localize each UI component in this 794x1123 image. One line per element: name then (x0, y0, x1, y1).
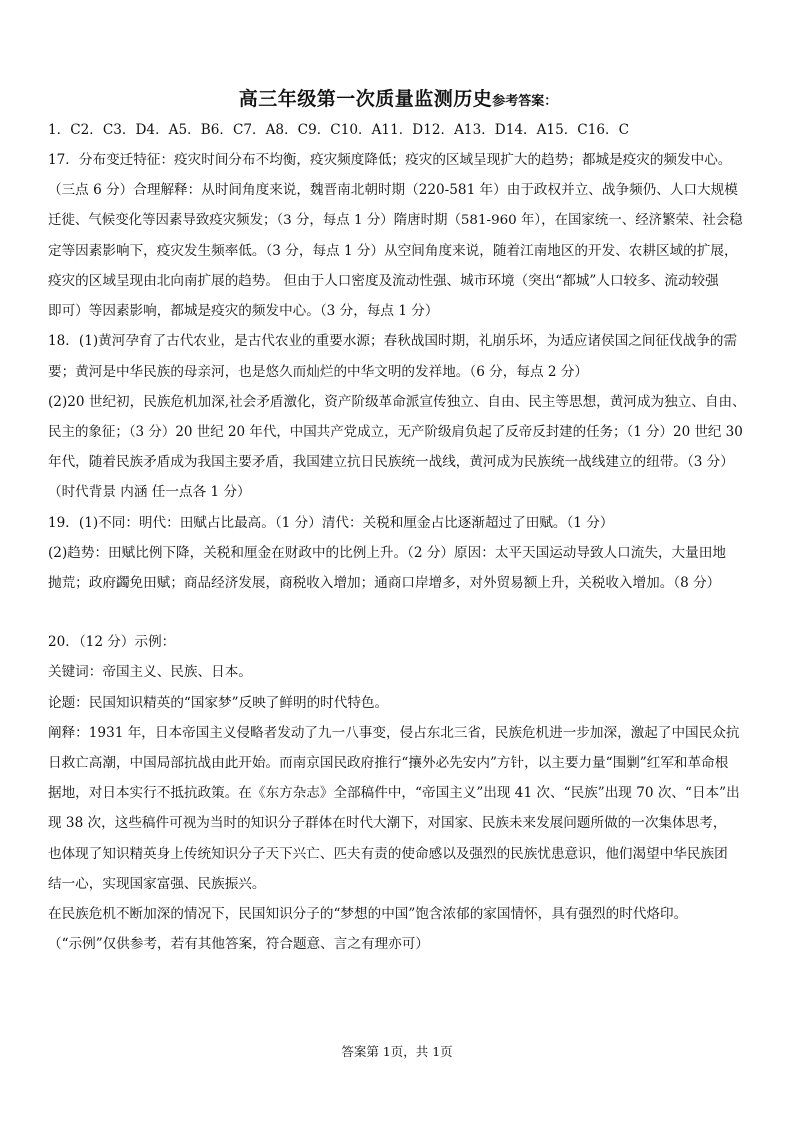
text-line: (2)趋势：田赋比例下降，关税和厘金在财政中的比例上升。（2 分）原因：太平天国运动导致人口流失，大量田地 (48, 544, 726, 561)
answer-document (48, 84, 748, 959)
spacer (48, 598, 748, 627)
document-title (48, 84, 748, 111)
text-line: 疫灾的区域呈现由北向南扩展的趋势。 但由于人口密度及流动性强、城市环境（突出“都城”人口较多、流动较强 (48, 273, 719, 290)
answer-block-1 (48, 115, 748, 598)
text-line: （时代背景 内涵 任一点各 1 分） (48, 484, 251, 501)
text-line: 18．(1)黄河孕育了古代农业，是古代农业的重要水源；春秋战国时期，礼崩乐坏，为适应诸侯国之间征伐战争的需 (48, 333, 738, 350)
text-line: 抛荒；政府蠲免田赋；商品经济发展，商税收入增加；通商口岸增多，对外贸易额上升，关税收入增加。（8 分） (48, 575, 721, 592)
text-line: 阐释：1931 年，日本帝国主义侵略者发动了九一八事变，侵占东北三省，民族危机进一步加深，激起了中国民众抗 (48, 724, 740, 741)
answer-block-2 (48, 627, 748, 959)
text-line: 20．（12 分）示例： (48, 634, 176, 651)
text-line: （“示例”仅供参考，若有其他答案，符合题意、言之有理亦可） (48, 936, 429, 953)
title-main: 高三年级第一次质量监测历史 (238, 88, 493, 110)
text-line: 结一心，实现国家富强、民族振兴。 (48, 875, 266, 892)
text-line: 迁徙、气候变化等因素导致疫灾频发；（3 分，每点 1 分）隋唐时期（581-960 年），在国家统一、经济繁荣、社会稳 (48, 212, 743, 228)
text-line: 民主的象征；（3 分）20 世纪 20 年代，中国共产党成立，无产阶级肩负起了反帝反封建的任务；（1 分）20 世纪 30 (48, 424, 743, 441)
title-sub: 参考答案： (492, 94, 558, 109)
text-line: 定等因素影响下，疫灾发生频率低。（3 分，每点 1 分）从空间角度来说，随着江南地区的开发、农耕区域的扩展， (48, 242, 738, 259)
text-line: 在民族危机不断加深的情况下，民国知识分子的“梦想的中国”饱含浓郁的家国情怀，具有强烈的时代烙印。 (48, 906, 688, 923)
text-line: （三点 6 分）合理解释：从时间角度来说，魏晋南北朝时期（220-581 年）由于政权并立、战争频仍、人口大规模 (48, 182, 738, 199)
text-line: 据地，对日本实行不抵抗政策。在《东方杂志》全部稿件中，“帝国主义”出现 41 次、“民族”出现 70 次、“日本”出 (48, 785, 740, 802)
text-line: 即可）等因素影响，都城是疫灾的频发中心。（3 分，每点 1 分） (48, 303, 439, 320)
page-footer: 答案第 1页，共 1页 (341, 1044, 453, 1059)
text-line: 论题：民国知识精英的“国家梦”反映了鲜明的时代特色。 (48, 694, 389, 711)
text-line: 年代，随着民族矛盾成为我国主要矛盾，我国建立抗日民族统一战线，黄河成为民族统一战线建立的纽带。（3 分） (48, 454, 734, 471)
text-line: 1．C2．C3．D4．A5．B6．C7．A8．C9．C10．A11．D12．A13．D14．A15．C16．C (48, 122, 629, 138)
text-line: 17．分布变迁特征：疫灾时间分布不均衡，疫灾频度降低；疫灾的区域呈现扩大的趋势；都城是疫灾的频发中心。 (48, 152, 732, 169)
text-line: 19．(1)不同：明代：田赋占比最高。（1 分）清代：关税和厘金占比逐渐超过了田赋。（1 分） (48, 514, 614, 531)
text-line: 要；黄河是中华民族的母亲河，也是悠久而灿烂的中华文明的发祥地。（6 分，每点 2 分） (48, 363, 589, 380)
text-line: 也体现了知识精英身上传统知识分子天下兴亡、匹夫有责的使命感以及强烈的民族忧患意识，他们渴望中华民族团 (48, 845, 728, 862)
text-line: 现 38 次，这些稿件可视为当时的知识分子群体在时代大潮下，对国家、民族未来发展问题所做的一次集体思考， (48, 815, 727, 832)
text-line: (2)20 世纪初，民族危机加深,社会矛盾激化，资产阶级革命派宣传独立、自由、民主等思想，黄河成为独立、自由、 (48, 393, 746, 410)
text-line: 日救亡高潮，中国局部抗战由此开始。而南京国民政府推行“攘外必先安内”方针，以主要力量“围剿”红军和革命根 (48, 755, 729, 772)
text-line: 关键词：帝国主义、民族、日本。 (48, 664, 252, 681)
